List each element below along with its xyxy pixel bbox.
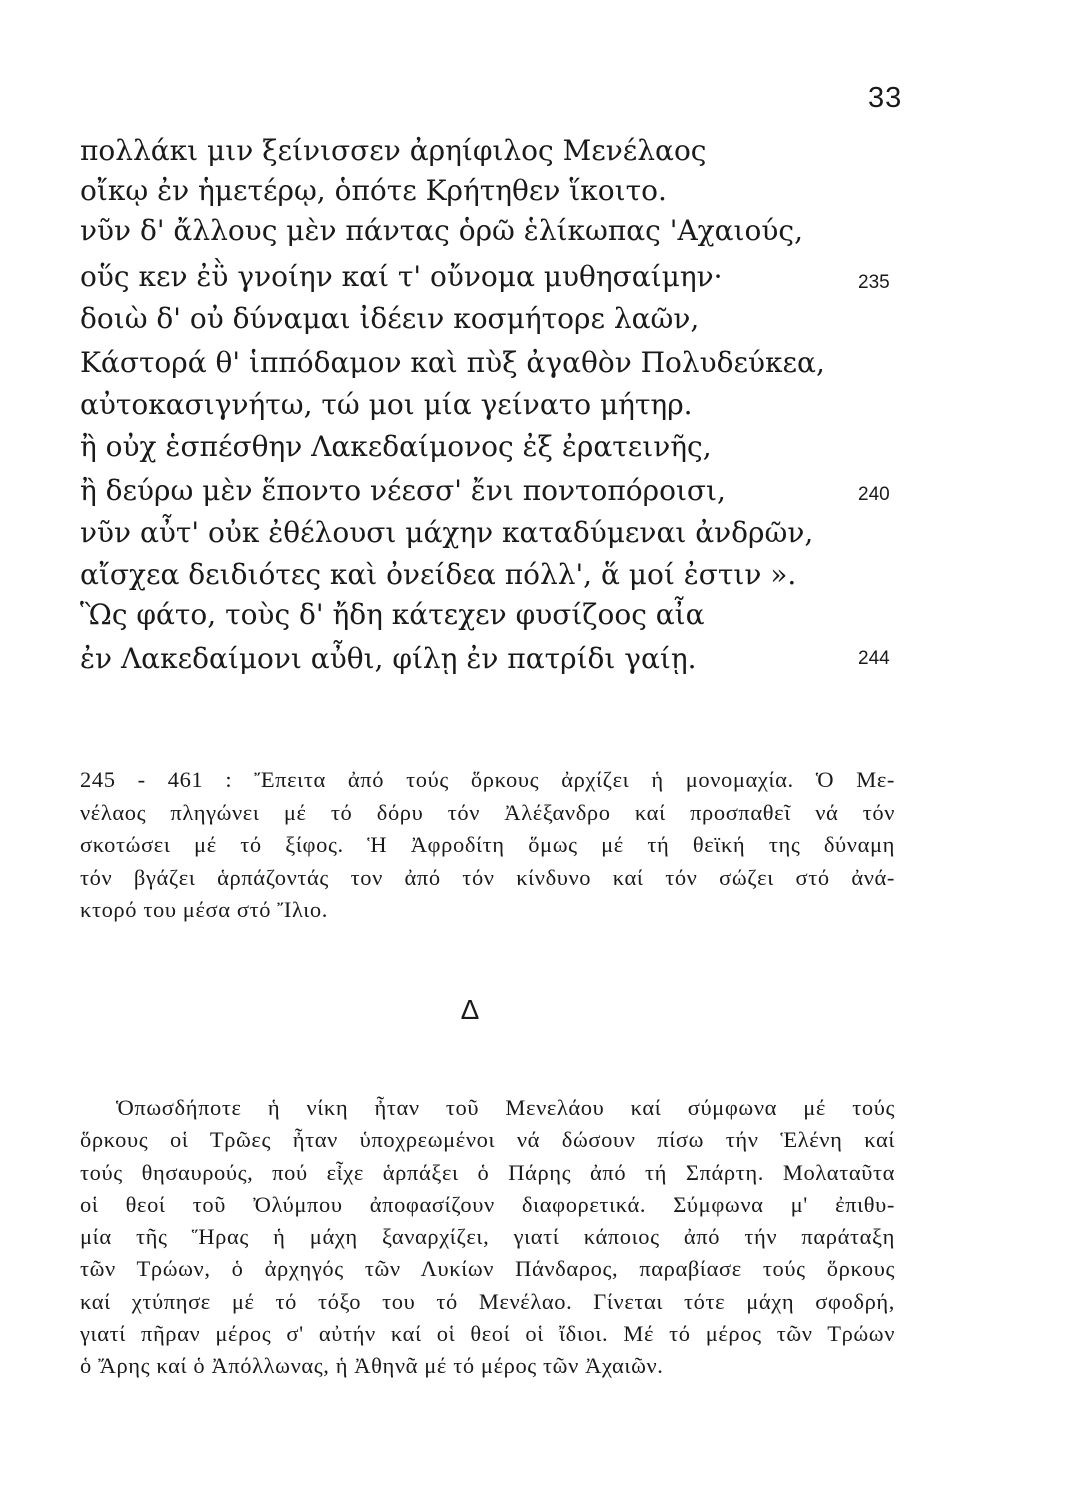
summary-line: τόν βγάζει ἁρπάζοντάς τον ἀπό τόν κίνδυνο καί τόν σώζει στό ἀνά- — [80, 864, 895, 890]
intro-line: καί χτύπησε μέ τό τόξο του τό Μενέλαο. Γίνεται τότε μάχη σφοδρή, — [80, 1288, 895, 1314]
line-number: 244 — [858, 648, 890, 669]
intro-line: τούς θησαυρούς, πού εἶχε ἁρπάξει ὁ Πάρης ἀπό τή Σπάρτη. Μολαταῦτα — [80, 1159, 895, 1185]
intro-line: μία τῆς Ἥρας ἡ μάχη ξαναρχίζει, γιατί κάποιος ἀπό τήν παράταξη — [80, 1224, 895, 1250]
line-number: 235 — [858, 272, 890, 293]
verse-line: Κάστορά θ' ἱππόδαμον καὶ πὺξ ἀγαθὸν Πολυδεύκεα, — [80, 346, 825, 379]
intro-line: οἱ θεοί τοῦ Ὀλύμπου ἀποφασίζουν διαφορετικά. Σύμφωνα μ' ἐπιθυ- — [80, 1191, 895, 1217]
summary-line: κτορό του μέσα στό Ἴλιο. — [80, 897, 328, 922]
summary-line: σκοτώσει μέ τό ξίφος. Ἡ Ἀφροδίτη ὅμως μέ τή θεϊκή της δύναμη — [80, 832, 895, 857]
verse-line: αἴσχεα δειδιότες καὶ ὀνείδεα πόλλ', ἅ μοί ἐστιν ». — [80, 558, 797, 591]
page-number: 33 — [868, 82, 903, 114]
verse-line: οὕς κεν ἐῢ γνοίην καί τ' οὔνομα μυθησαίμην· — [80, 260, 723, 293]
summary-line: 245 - 461 : Ἔπειτα ἀπό τούς ὅρκους ἀρχίζει ἡ μονομαχία. Ὁ Με- — [80, 767, 895, 792]
verse-line: δοιὼ δ' οὐ δύναμαι ἰδέειν κοσμήτορε λαῶν, — [80, 302, 700, 335]
verse-line: οἴκῳ ἐν ἡμετέρῳ, ὁπότε Κρήτηθεν ἵκοιτο. — [80, 174, 667, 207]
intro-line: γιατί πῆραν μέρος σ' αὐτήν καί οἱ θεοί οἱ ἴδιοι. Μέ τό μέρος τῶν Τρώων — [80, 1321, 895, 1347]
book-heading: Δ — [460, 994, 480, 1025]
intro-line: Ὁπωσδήποτε ἡ νίκη ἦταν τοῦ Μενελάου καί σύμφωνα μέ τούς — [116, 1095, 895, 1120]
verse-line: νῦν δ' ἄλλους μὲν πάντας ὁρῶ ἑλίκωπας 'Αχαιούς, — [80, 214, 803, 247]
summary-line: νέλαος πληγώνει μέ τό δόρυ τόν Ἀλέξανδρο καί προσπαθεῖ νά τόν — [80, 799, 895, 825]
verse-line: ἢ δεύρω μὲν ἕποντο νέεσσ' ἔνι ποντοπόροισι, — [80, 474, 726, 507]
intro-line: ὁ Ἄρης καί ὁ Ἀπόλλωνας, ἡ Ἀθηνᾶ μέ τό μέρος τῶν Ἀχαιῶν. — [80, 1353, 664, 1379]
intro-line: τῶν Τρώων, ὁ ἀρχηγός τῶν Λυκίων Πάνδαρος, παραβίασε τούς ὅρκους — [80, 1256, 895, 1282]
summary-paragraph — [80, 764, 895, 927]
verse-line: αὐτοκασιγνήτω, τώ μοι μία γείνατο μήτηρ. — [80, 388, 693, 421]
verse-line: ἐν Λακεδαίμονι αὖθι, φίλῃ ἐν πατρίδι γαίῃ. — [80, 642, 697, 675]
line-number: 240 — [858, 484, 890, 505]
verse-line: πολλάκι μιν ξείνισσεν ἀρηίφιλος Μενέλαος — [80, 134, 707, 167]
verse-line: νῦν αὖτ' οὐκ ἐθέλουσι μάχην καταδύμεναι ἀνδρῶν, — [80, 516, 814, 549]
verse-line: Ὣς φάτο, τοὺς δ' ἤδη κάτεχεν φυσίζοος αἶα — [80, 598, 705, 631]
verse-line: ἢ οὐχ ἑσπέσθην Λακεδαίμονος ἐξ ἐρατεινῆς, — [80, 430, 712, 463]
intro-line: ὅρκους οἱ Τρῶες ἦταν ὑποχρεωμένοι νά δώσουν πίσω τήν Ἑλένη καί — [80, 1127, 895, 1153]
intro-paragraph — [80, 1092, 895, 1383]
